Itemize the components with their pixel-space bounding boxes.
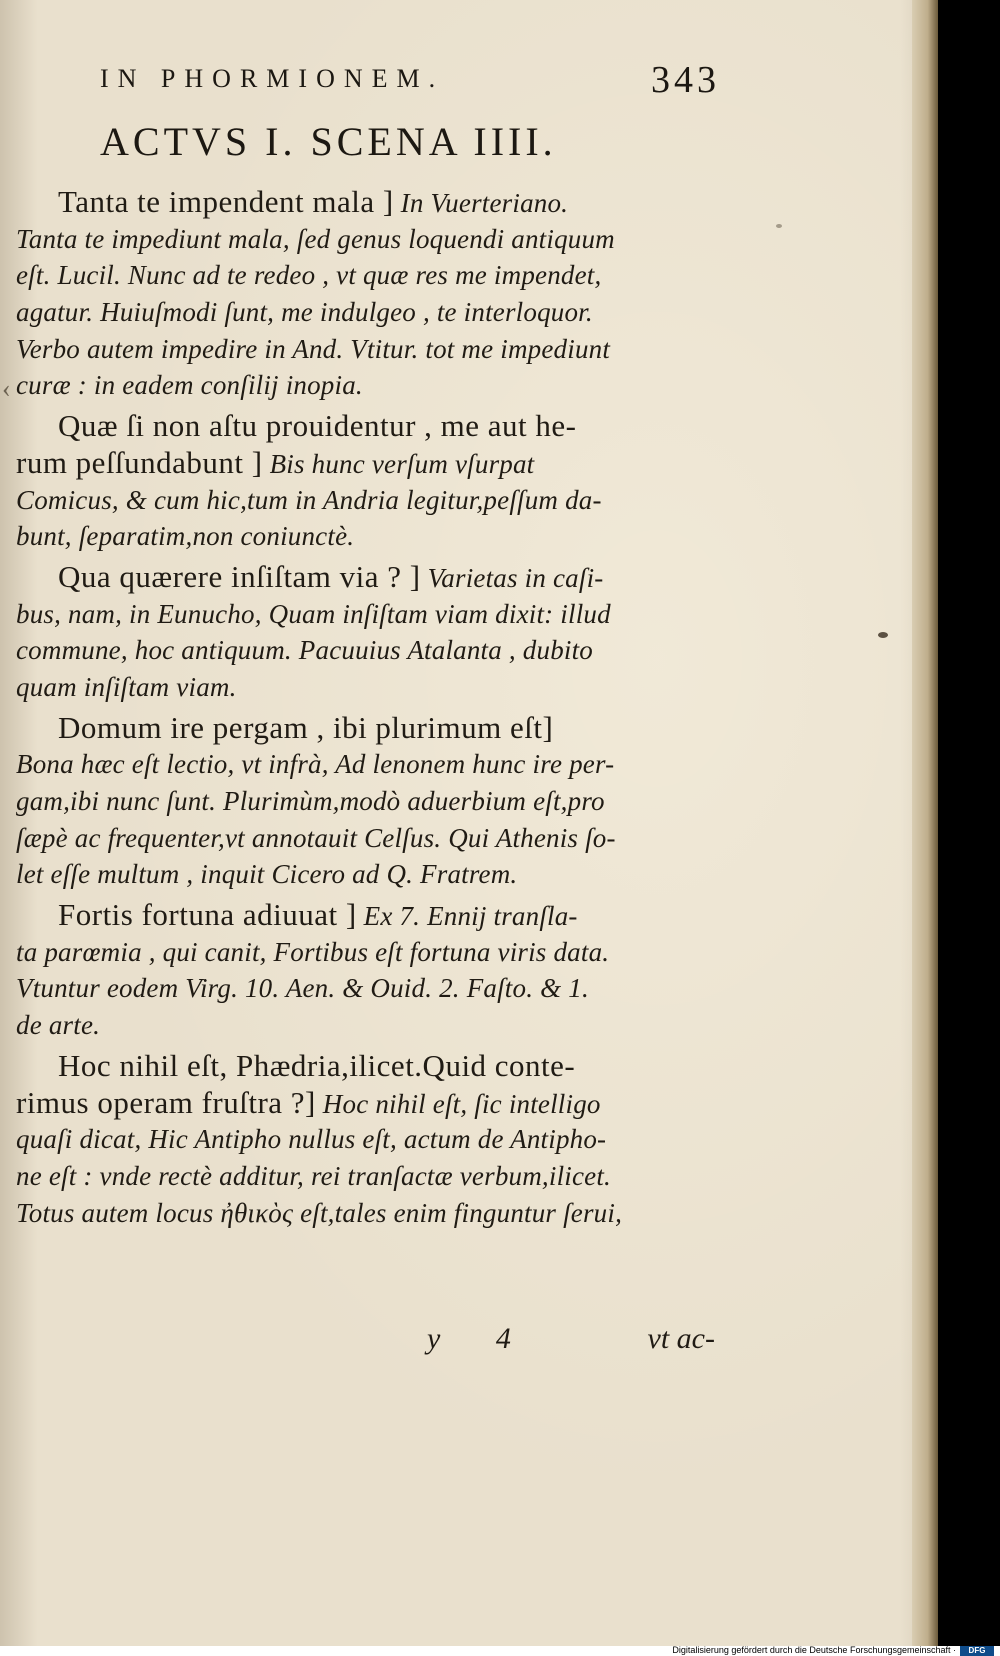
lemma-text: Qua quærere inſiſtam via ? ]: [58, 558, 421, 594]
text-line: [16, 518, 710, 555]
text-line: [16, 445, 710, 482]
commentary-text: eſt. Lucil. Nunc ad te redeo , vt quæ res me impendet,: [16, 260, 602, 291]
commentary-entry: [16, 184, 710, 404]
text-line: [16, 367, 710, 404]
digitization-credit: Digitalisierung gefördert durch die Deutsche Forschungsgemeinschaft ·: [672, 1645, 956, 1655]
commentary-text: commune, hoc antiquum. Pacuuius Atalanta , dubito: [16, 635, 593, 666]
commentary-text: ta parœmia , qui canit, Fortibus eſt fortuna viris data.: [16, 936, 610, 967]
page-footer-catchwords: [425, 1322, 715, 1362]
text-line: [16, 559, 710, 596]
commentary-text: Verbo autem impedire in And. Vtitur. tot me impediunt: [16, 333, 611, 364]
dfg-logo: DFG: [960, 1646, 994, 1656]
commentary-text: bus, nam, in Eunucho, Quam inſiſtam viam dixit: illud: [16, 598, 611, 629]
lemma-text: rimus operam fruſtra ?]: [16, 1084, 316, 1120]
text-line: [16, 1007, 710, 1044]
text-line: [16, 1048, 710, 1085]
text-line: [16, 331, 710, 368]
lemma-text: Fortis fortuna adiuuat ]: [58, 897, 357, 933]
text-line: [16, 856, 710, 893]
commentary-text: agatur. Huiuſmodi ſunt, me indulgeo , te interloquor.: [16, 297, 593, 328]
commentary-text: Vtuntur eodem Virg. 10. Aen. & Ouid. 2. Faſto. & 1.: [16, 973, 589, 1004]
commentary-text: curæ : in eadem conſilij inopia.: [16, 370, 363, 401]
commentary-text: Ex 7. Ennij tranſla-: [356, 901, 578, 932]
text-line: [16, 408, 710, 445]
commentary-entry: [16, 897, 710, 1044]
ink-spot: [878, 632, 888, 638]
commentary-text: Hoc nihil eſt, ſic intelligo: [315, 1088, 601, 1119]
commentary-text: Varietas in caſi-: [420, 562, 604, 593]
commentary-entry: [16, 559, 710, 706]
text-line: [16, 669, 710, 706]
text-line: [16, 1121, 710, 1158]
commentary-text: In Vuerteriano.: [393, 188, 569, 218]
text-line: [16, 482, 710, 519]
commentary-body: [16, 184, 710, 1235]
text-line: [16, 221, 710, 258]
text-line: [16, 783, 710, 820]
scene-heading: ACTVS I. SCENA IIII.: [100, 119, 557, 164]
commentary-text: Bis hunc verſum vſurpat: [262, 448, 535, 479]
ink-spot: [776, 224, 782, 228]
text-line: [16, 970, 710, 1007]
text-line: [16, 820, 710, 857]
text-line: [16, 294, 710, 331]
page-edge: [912, 0, 938, 1646]
commentary-text: bunt, ſeparatim,non coniunctè.: [16, 521, 355, 552]
commentary-text: ſæpè ac frequenter,vt annotauit Celſus. Qui Athenis ſo-: [16, 822, 616, 853]
commentary-entry: [16, 1048, 710, 1231]
commentary-text: Tanta te impediunt mala, ſed genus loquendi antiquum: [16, 223, 615, 254]
text-line: [16, 746, 710, 783]
lemma-text: Domum ire pergam , ibi plurimum eſt]: [58, 709, 554, 745]
text-line: [16, 1195, 710, 1232]
lemma-text: rum peſſundabunt ]: [16, 444, 263, 480]
lemma-text: Hoc nihil eſt, Phædria,ilicet.Quid conte-: [58, 1047, 576, 1083]
running-title: IN PHORMIONEM.: [100, 64, 445, 93]
lemma-text: Tanta te impendent mala ]: [58, 184, 394, 219]
text-line: [16, 632, 710, 669]
page-number: 343: [651, 59, 720, 101]
signature-mark: y 4: [427, 1322, 535, 1355]
catchword: vt ac-: [647, 1322, 715, 1355]
commentary-text: Bona hæc eſt lectio, vt infrà, Ad lenonem hunc ire per-: [16, 749, 615, 780]
margin-mark: ‹: [2, 374, 11, 403]
digitization-footer: [0, 1646, 1000, 1656]
commentary-text: gam,ibi nunc ſunt. Plurimùm,modò aduerbium eſt,pro: [16, 786, 605, 816]
commentary-text: quam inſiſtam viam.: [16, 671, 237, 702]
commentary-entry: [16, 710, 710, 893]
commentary-text: ne eſt : vnde rectè additur, rei tranſactæ verbum,ilicet.: [16, 1160, 611, 1191]
text-line: [16, 257, 710, 294]
text-line: [16, 897, 710, 934]
text-line: [16, 1158, 710, 1195]
commentary-text: Totus autem locus ἠθικὸς eſt,tales enim finguntur ſerui,: [16, 1197, 623, 1228]
commentary-text: let eſſe multum , inquit Cicero ad Q. Fratrem.: [16, 859, 518, 890]
text-line: [16, 1085, 710, 1122]
commentary-text: Comicus, & cum hic,tum in Andria legitur,peſſum da-: [16, 484, 602, 515]
text-line: [16, 596, 710, 633]
commentary-text: de arte.: [16, 1010, 101, 1041]
text-line: [16, 184, 710, 221]
running-head: [100, 58, 720, 108]
text-line: [16, 934, 710, 971]
commentary-entry: [16, 408, 710, 555]
text-line: [16, 710, 710, 747]
commentary-text: quaſi dicat, Hic Antipho nullus eſt, actum de Antipho-: [16, 1124, 607, 1155]
lemma-text: Quæ ſi non aſtu prouidentur , me aut he-: [58, 408, 577, 444]
